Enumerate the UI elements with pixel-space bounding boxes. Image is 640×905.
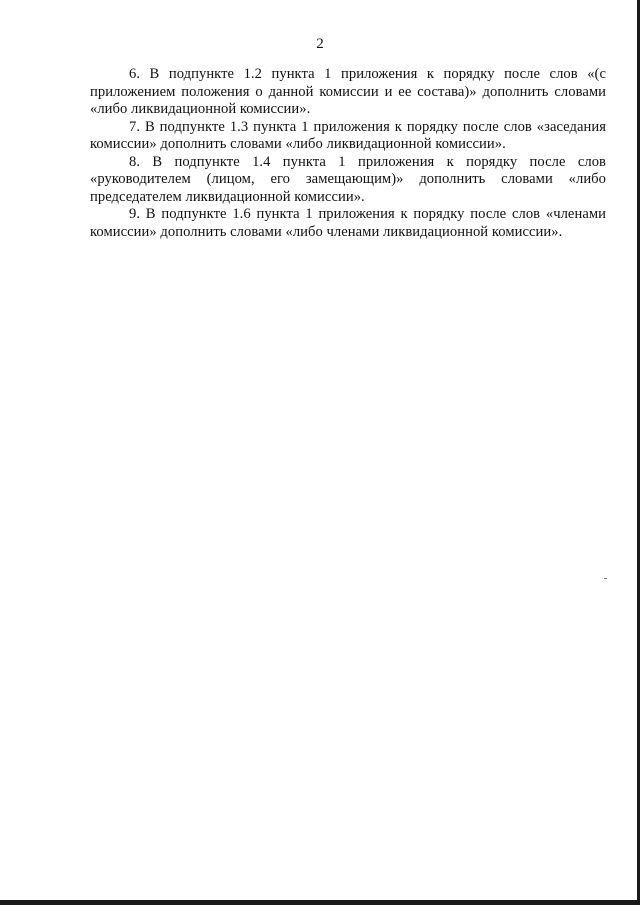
- paragraph-9: 9. В подпункте 1.6 пункта 1 приложения к порядку после слов «членами комиссии» дополнить словами «либо членами ликвидационной комиссии».: [90, 206, 606, 240]
- paragraph-7: 7. В подпункте 1.3 пункта 1 приложения к порядку после слов «заседания комиссии» дополнить словами «либо ликвидационной комиссии».: [90, 118, 606, 152]
- document-body: [90, 66, 606, 241]
- page-number: 2: [316, 36, 324, 52]
- paragraph-8: 8. В подпункте 1.4 пункта 1 приложения к порядку после слов «руководителем (лицом, его замещающим)» дополнить словами «либо председателем ликвидационной комиссии».: [90, 153, 606, 205]
- scan-border-bottom: [0, 900, 640, 905]
- scan-speck: [604, 578, 607, 579]
- paragraph-6: 6. В подпункте 1.2 пункта 1 приложения к порядку после слов «(с приложением положения о данной комиссии и ее состава)» дополнить словами «либо ликвидационной комиссии».: [90, 66, 606, 117]
